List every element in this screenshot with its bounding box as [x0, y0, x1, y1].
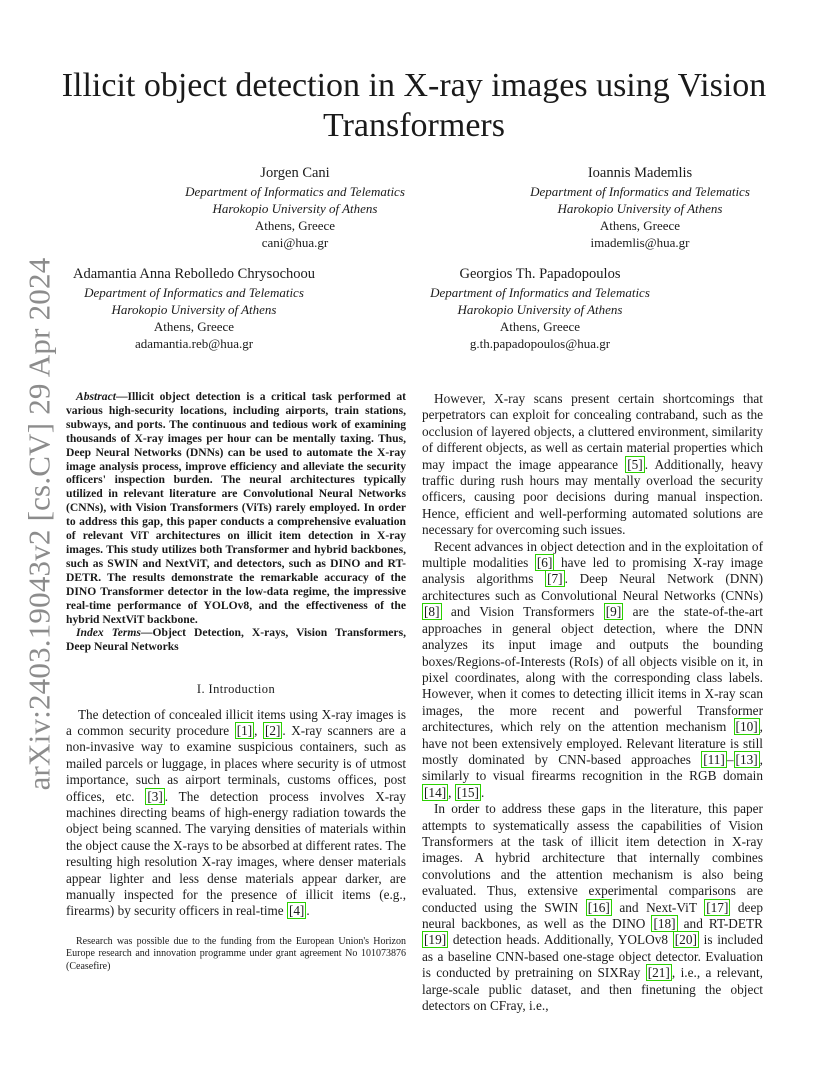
- index-terms-text: —Object Detection, X-rays, Vision Transformers, Deep Neural Networks: [66, 626, 406, 654]
- paragraph: [422, 539, 763, 802]
- abstract-label: Abstract: [76, 390, 116, 403]
- abstract-text: —Illicit object detection is a critical task performed at various high-security locations, including airports, train stations, subways, and ports. The continuous and tedious work of examining thousands of X-ray images per hour can be mentally taxing. Thus, Deep Neural Networks (DNNs) can be used to automate the X-ray image analysis process, improve efficiency and alleviate the security officers' inspection burden. The neural architectures typically utilized in relevant literature are Convolutional Neural Networks (CNNs), with Vision Transformers (ViTs) rarely employed. In order to address this gap, this paper conducts a comprehensive evaluation of relevant ViT architectures on illicit item detection in X-ray images. This study utilizes both Transformer and hybrid backbones, such as SWIN and NextViT, and detectors, such as DINO and RT-DETR. The results demonstrate the remarkable accuracy of the DINO Transformer detector in the low-data regime, the impressive real-time performance of YOLOv8, and the effectiveness of the hybrid NextViT backbone.: [66, 390, 406, 626]
- author-university: Harokopio University of Athens: [111, 302, 277, 317]
- body-text: deep neural backbones, as well as the DINO: [422, 899, 763, 931]
- author-name: Ioannis Mademlis: [587, 165, 693, 181]
- index-terms-label: Index Terms: [76, 626, 141, 640]
- body-text: are the state-of-the-art approaches in general object detection, where the DNN analyzes its input image and outputs the bounding boxes/Regions-of-Interests (RoIs) of all objects visible on it, in pixel coordinates, along with the corresponding class labels. However, when it comes to detecting illicit items in X-ray scan images, the more recent and powerful Transformer architectures, which rely on the attention mechanism: [422, 604, 763, 735]
- author-name: Jorgen Cani: [260, 165, 330, 181]
- intro-text: The detection of concealed illicit items using X-ray images is a common security procedure: [66, 706, 406, 738]
- author-city: Athens, Greece: [153, 319, 235, 334]
- author-name: Georgios Th. Papadopoulos: [459, 266, 621, 282]
- author-department: Department of Informatics and Telematics: [430, 285, 650, 300]
- citation-link[interactable]: [20]: [674, 932, 697, 948]
- abstract: [66, 390, 406, 654]
- author-university: Harokopio University of Athens: [557, 201, 723, 216]
- author-department: Department of Informatics and Telematics: [185, 184, 405, 199]
- citation-link[interactable]: [16]: [587, 899, 610, 915]
- body-text: .: [480, 784, 485, 800]
- introduction: [66, 707, 406, 920]
- author-department: Department of Informatics and Telematics: [530, 184, 750, 199]
- author-university: Harokopio University of Athens: [457, 302, 623, 317]
- author-city: Athens, Greece: [254, 218, 336, 233]
- author-email: g.th.papadopoulos@hua.gr: [469, 336, 611, 351]
- citation-link[interactable]: [13]: [735, 751, 758, 767]
- arxiv-stamp: [21, 257, 56, 791]
- author-block-2: [505, 164, 775, 251]
- author-block-3: [44, 265, 344, 352]
- body-text: and RT-DETR: [677, 916, 763, 931]
- citation-link[interactable]: [8]: [424, 604, 440, 620]
- arxiv-stamp-text: arXiv:2403.19043v2 [cs.CV] 29 Apr 2024: [21, 257, 56, 791]
- author-email: cani@hua.gr: [261, 235, 329, 250]
- author-email: imademlis@hua.gr: [590, 235, 690, 250]
- body-text: detection heads. Additionally, YOLOv8: [448, 932, 673, 948]
- body-text: Recent advances in object detection and in the exploitation of multiple modalities: [422, 538, 763, 571]
- citation-link[interactable]: [14]: [424, 784, 447, 800]
- citation-link[interactable]: [9]: [605, 604, 622, 620]
- author-city: Athens, Greece: [499, 319, 581, 334]
- body-text: . Additionally, heavy traffic during rush hours may mentally overload the security officers, causing poor decisions during manual inspection. Hence, efficient and well-performing automated solutions are necessary for overcoming such issues.: [422, 456, 763, 538]
- paragraph: [422, 801, 763, 1014]
- author-name: Adamantia Anna Rebolledo Chrysochoou: [72, 266, 316, 282]
- body-text: ,: [448, 784, 455, 800]
- body-text: is included as a baseline CNN-based one-stage object detector. Evaluation is conducted by pretraining on SIXRay: [422, 932, 763, 981]
- citation-link[interactable]: [3]: [147, 788, 163, 804]
- intro-text: . The detection process involves X-ray machines directing beams of high-energy radiation towards the object being scanned. The varying densities of materials within the object cause the X-rays to be absorbed at different rates. The resulting high resolution X-ray images, where denser materials appear lighter and less dense materials appear darker, are manually inspected for the presence of illicit items (e.g., firearms) by security officers in real-time: [66, 788, 406, 919]
- citation-link[interactable]: [6]: [536, 555, 553, 571]
- citation-link[interactable]: [21]: [647, 965, 670, 981]
- citation-link[interactable]: [7]: [547, 571, 563, 587]
- citation-link[interactable]: [4]: [288, 903, 305, 919]
- left-column: [66, 390, 406, 920]
- body-text: In order to address these gaps in the literature, this paper attempts to systematically assess the capabilities of Vision Transformers at the task of illicit item detection in X-ray images. A hybrid architecture that internally combines convolutions and the attention mechanism is also being evaluated. Thus, extensive experimental comparisons are conducted using the SWIN: [422, 801, 763, 915]
- author-department: Department of Informatics and Telematics: [84, 285, 304, 300]
- section-heading: I. Introduction: [196, 682, 276, 697]
- citation-link[interactable]: [18]: [653, 916, 676, 931]
- author-block-1: [160, 164, 430, 251]
- citation-link[interactable]: [15]: [456, 784, 479, 800]
- funding-footnote: Research was possible due to the funding from the European Union's Horizon Europe research and innovation programme under grant agreement No 101073876 (Ceasefire): [66, 936, 406, 972]
- citation-link[interactable]: [11]: [703, 751, 725, 767]
- author-university: Harokopio University of Athens: [212, 201, 378, 216]
- author-block-4: [405, 265, 675, 352]
- right-column: [422, 391, 763, 1014]
- intro-text: .: [306, 903, 310, 919]
- paragraph: [422, 391, 763, 539]
- citation-link[interactable]: [17]: [706, 899, 729, 915]
- body-text: However, X-ray scans present certain shortcomings that perpetrators can exploit for concealing contraband, such as the occlusion of layered objects, a cluttered environment, similarity of different objects, as well as certain material properties which may impact the image appearance: [422, 391, 763, 472]
- body-text: , i.e., a relevant, large-scale public dataset, and then finetuning the object detectors on CFray, i.e.,: [422, 965, 763, 1014]
- author-city: Athens, Greece: [599, 218, 681, 233]
- body-text: , similarly to visual firearms recognition in the RGB domain: [422, 751, 763, 784]
- citation-link[interactable]: [2]: [264, 722, 281, 738]
- intro-text: ,: [254, 722, 263, 738]
- author-email: adamantia.reb@hua.gr: [134, 336, 254, 351]
- body-text: –: [726, 751, 734, 767]
- intro-text: . X-ray scanners are a non-invasive way to examine suspicious containers, such as mailed parcels or luggage, in places where security is of utmost importance, such as airport terminals, customs offices, post offices, etc.: [66, 722, 407, 804]
- body-text: have led to promising X-ray image analysis algorithms: [422, 555, 763, 587]
- body-text: and Next-ViT: [611, 899, 705, 915]
- body-text: , have not been extensively employed. Relevant literature is still mostly dominated by CNN-based approaches: [422, 719, 763, 767]
- citation-link[interactable]: [5]: [627, 456, 643, 472]
- citation-link[interactable]: [10]: [735, 719, 758, 735]
- citation-link[interactable]: [19]: [424, 932, 447, 948]
- body-text: and Vision Transformers: [441, 604, 604, 620]
- citation-link[interactable]: [1]: [236, 722, 253, 738]
- paper-title: Illicit object detection in X-ray images using Vision Transformers: [61, 67, 767, 144]
- body-text: . Deep Neural Network (DNN) architectures such as Convolutional Neural Networks (CNNs): [422, 571, 763, 603]
